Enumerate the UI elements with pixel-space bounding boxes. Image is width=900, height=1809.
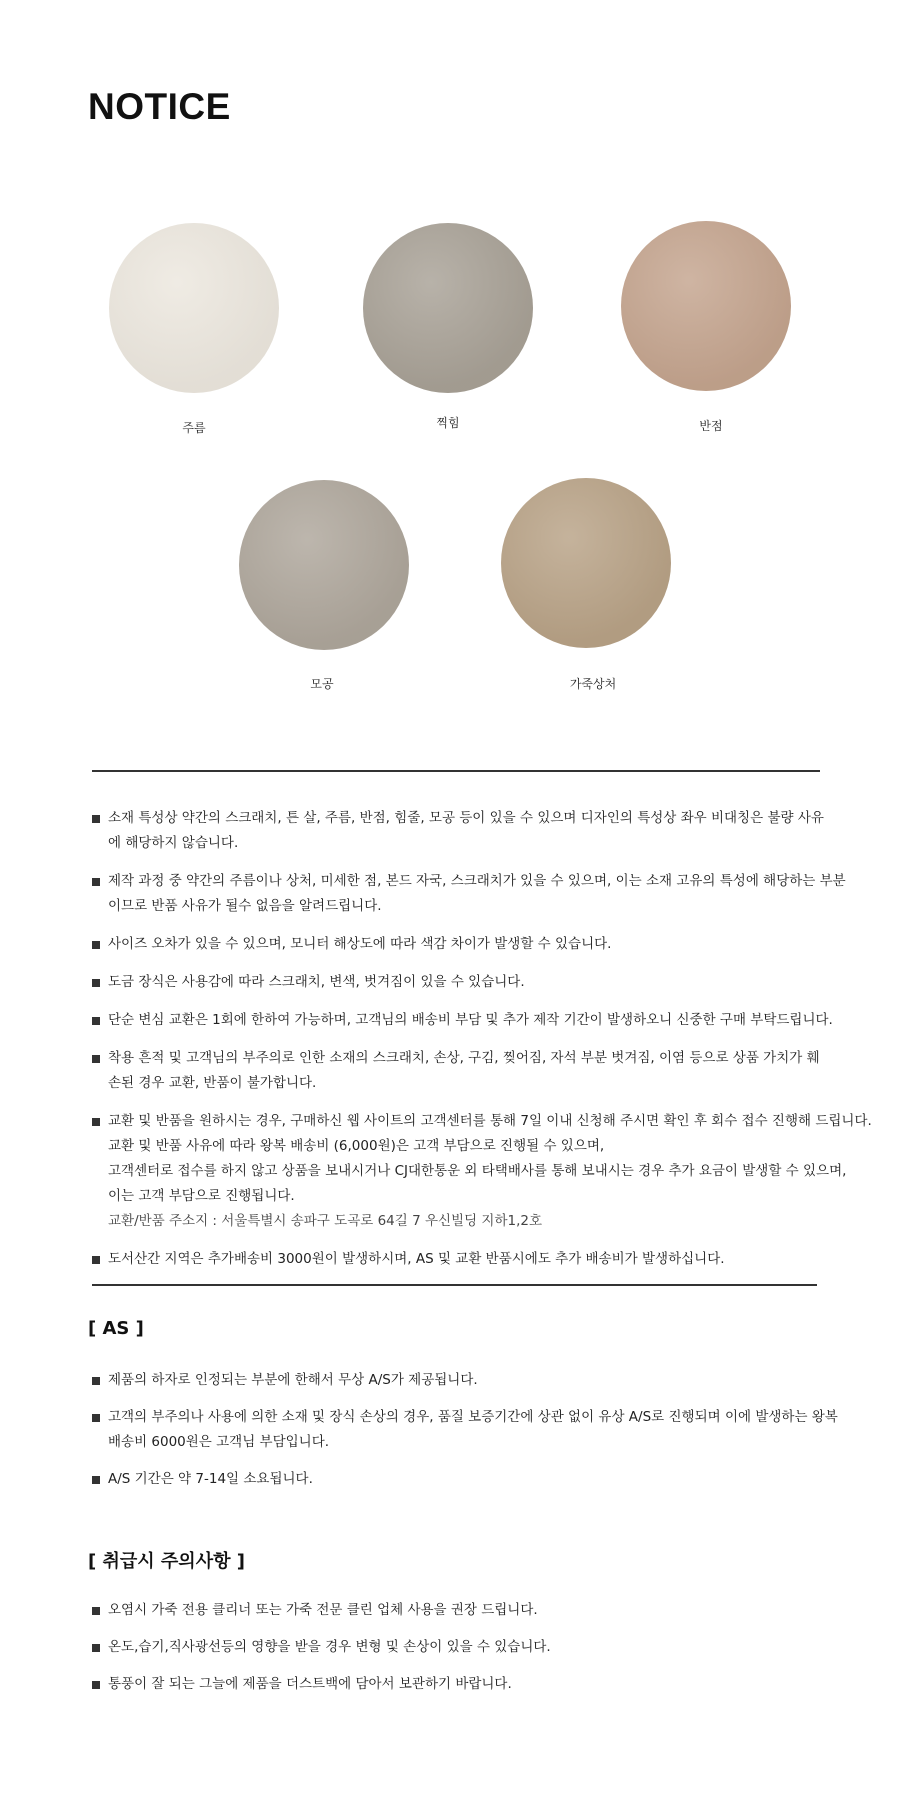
list-item [92, 1046, 872, 1096]
bullet-square-icon [92, 1017, 100, 1025]
bullet-square-icon [92, 1256, 100, 1264]
list-item-text: 착용 흔적 및 고객님의 부주의로 인한 소재의 스크래치, 손상, 구김, 찢어짐, 자석 부분 벗겨짐, 이염 등으로 상품 가치가 훼 [108, 1050, 820, 1066]
bullet-square-icon [92, 979, 100, 987]
bullet-square-icon [92, 941, 100, 949]
list-item [92, 1405, 872, 1455]
section-divider [92, 1284, 817, 1286]
bullet-square-icon [92, 1644, 100, 1652]
swatch-label: 반점 [699, 419, 723, 433]
bullet-square-icon [92, 878, 100, 886]
swatch-label: 모공 [310, 677, 334, 691]
swatch-spot-image [621, 221, 791, 391]
list-item-text: 제품의 하자로 인정되는 부분에 한해서 무상 A/S가 제공됩니다. [108, 1372, 478, 1388]
bullet-square-icon [92, 1414, 100, 1422]
section-divider [92, 770, 820, 772]
list-item [92, 1467, 872, 1492]
list-item [92, 1672, 872, 1697]
bullet-square-icon [92, 1118, 100, 1126]
list-item-text: 교환 및 반품 사유에 따라 왕복 배송비 (6,000원)은 고객 부담으로 진행될 수 있으며, [108, 1138, 605, 1154]
list-item-text: 제작 과정 중 약간의 주름이나 상처, 미세한 점, 본드 자국, 스크래치가 있을 수 있으며, 이는 소재 고유의 특성에 해당하는 부분 [108, 873, 846, 889]
list-item [92, 1247, 872, 1272]
care-list [92, 1598, 872, 1709]
list-item-text: 고객센터로 접수를 하지 않고 상품을 보내시거나 CJ대한통운 외 타택배사를 통해 보내시는 경우 추가 요금이 발생할 수 있으며, [108, 1163, 847, 1179]
list-item [92, 932, 872, 957]
bullet-square-icon [92, 1607, 100, 1615]
swatch-wrinkle-image [109, 223, 279, 393]
list-item-text: 교환 및 반품을 원하시는 경우, 구매하신 웹 사이트의 고객센터를 통해 7일 이내 신청해 주시면 확인 후 회수 접수 진행해 드립니다. [108, 1113, 872, 1129]
list-item-text: 오염시 가죽 전용 클리너 또는 가죽 전문 클린 업체 사용을 권장 드립니다. [108, 1602, 538, 1618]
as-list [92, 1368, 872, 1504]
bullet-square-icon [92, 1681, 100, 1689]
care-section-title: [ 취급시 주의사항 ] [88, 1551, 245, 1572]
list-item-text: 고객의 부주의나 사용에 의한 소재 및 장식 손상의 경우, 품질 보증기간에 상관 없이 유상 A/S로 진행되며 이에 발생하는 왕복 [108, 1409, 838, 1425]
swatch-label: 가죽상처 [569, 677, 617, 691]
bullet-square-icon [92, 1377, 100, 1385]
list-item-text: 소재 특성상 약간의 스크래치, 튼 살, 주름, 반점, 힘줄, 모공 등이 있을 수 있으며 디자인의 특성상 좌우 비대칭은 불량 사유 [108, 810, 824, 826]
list-item-text: 손된 경우 교환, 반품이 불가합니다. [108, 1075, 317, 1091]
list-item [92, 1109, 872, 1234]
bullet-square-icon [92, 815, 100, 823]
list-item-text: 도서산간 지역은 추가배송비 3000원이 발생하시며, AS 및 교환 반품시에도 추가 배송비가 발생하십니다. [108, 1251, 725, 1267]
as-section-title: [ AS ] [88, 1318, 144, 1339]
list-item [92, 1635, 872, 1660]
list-item-text: 이므로 반품 사유가 될수 없음을 알려드립니다. [108, 898, 382, 914]
list-item [92, 869, 872, 919]
list-item-text: 통풍이 잘 되는 그늘에 제품을 더스트백에 담아서 보관하기 바랍니다. [108, 1676, 512, 1692]
swatch-dent-image [363, 223, 533, 393]
list-item-text: A/S 기간은 약 7-14일 소요됩니다. [108, 1471, 313, 1487]
swatch-pore-image [239, 480, 409, 650]
list-item-text: 배송비 6000원은 고객님 부담입니다. [108, 1434, 330, 1450]
bullet-square-icon [92, 1476, 100, 1484]
notice-list [92, 806, 872, 1285]
list-item [92, 1008, 872, 1033]
list-item-text: 단순 변심 교환은 1회에 한하여 가능하며, 고객님의 배송비 부담 및 추가 제작 기간이 발생하오니 신중한 구매 부탁드립니다. [108, 1012, 833, 1028]
bullet-square-icon [92, 1055, 100, 1063]
list-item-text: 이는 고객 부담으로 진행됩니다. [108, 1188, 295, 1204]
list-item-text: 온도,습기,직사광선등의 영향을 받을 경우 변형 및 손상이 있을 수 있습니다. [108, 1639, 551, 1655]
swatch-label: 찍힘 [436, 416, 460, 430]
list-item [92, 1368, 872, 1393]
list-item-text: 사이즈 오차가 있을 수 있으며, 모니터 해상도에 따라 색감 차이가 발생할 수 있습니다. [108, 936, 612, 952]
list-item-text: 도금 장식은 사용감에 따라 스크래치, 변색, 벗겨짐이 있을 수 있습니다. [108, 974, 525, 990]
swatch-label: 주름 [182, 421, 206, 435]
list-item [92, 1598, 872, 1623]
return-address: 교환/반품 주소지 : 서울특별시 송파구 도곡로 64길 7 우신빌딩 지하1,2호 [108, 1213, 543, 1229]
list-item [92, 970, 872, 995]
swatch-scar-image [501, 478, 671, 648]
notice-title: NOTICE [88, 86, 231, 127]
list-item-text: 에 해당하지 않습니다. [108, 835, 239, 851]
list-item [92, 806, 872, 856]
